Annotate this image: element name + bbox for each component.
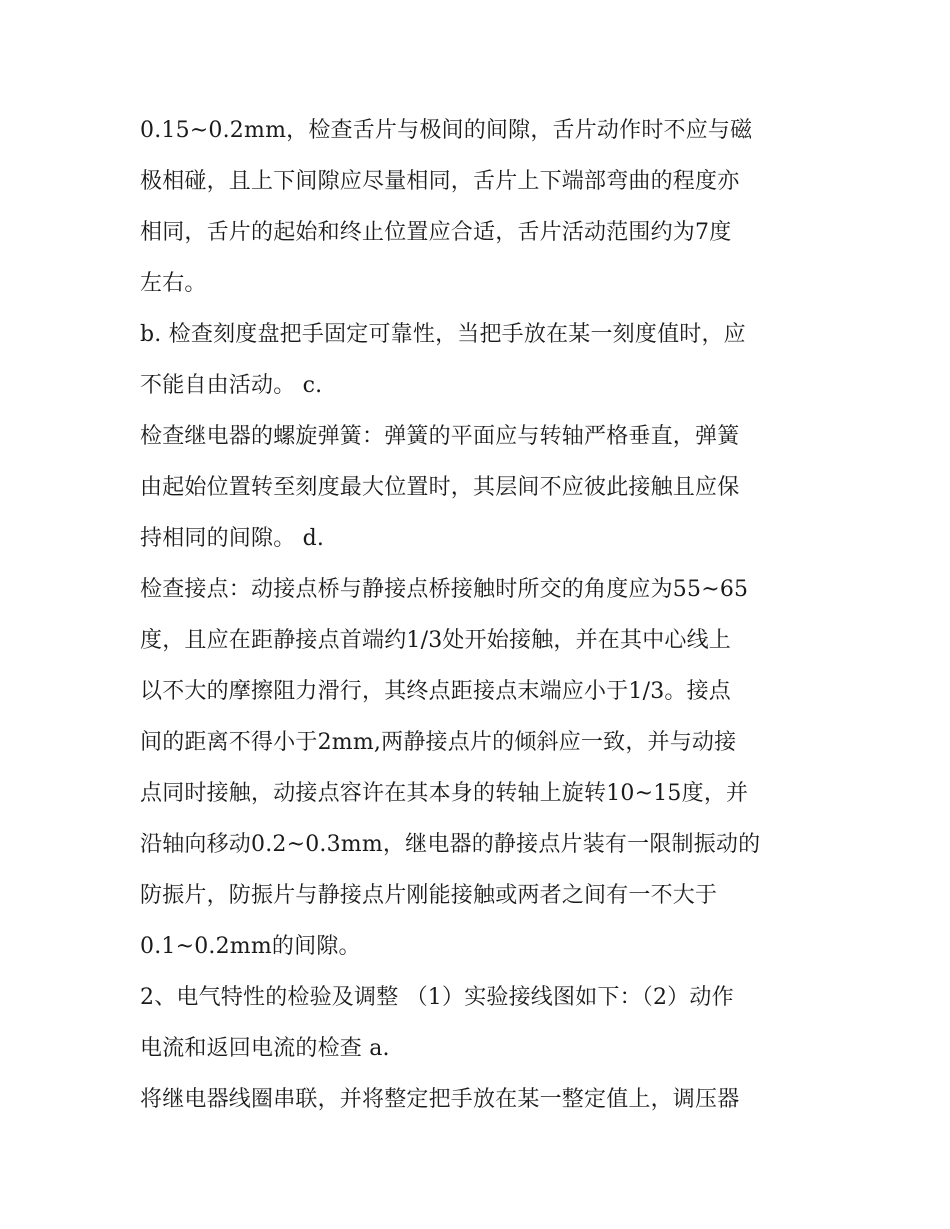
text-line: 沿轴向移动0.2~0.3mm，继电器的静接点片装有一限制振动的	[140, 832, 761, 857]
text-line: b. 检查刻度盘把手固定可靠性，当把手放在某一刻度值时，应	[140, 322, 746, 347]
text-line: 点同时接触，动接点容许在其本身的转轴上旋转10~15度，并	[140, 781, 749, 806]
text-line: 防振片，防振片与静接点片刚能接触或两者之间有一不大于	[140, 883, 718, 908]
text-line: 以不大的摩擦阻力滑行，其终点距接点末端应小于1/3。接点	[140, 679, 732, 704]
text-line: 检查接点：动接点桥与静接点桥接触时所交的角度应为55~65	[140, 577, 749, 602]
text-line: 0.15~0.2mm，检查舌片与极间的间隙，舌片动作时不应与磁	[140, 118, 753, 143]
text-line: 相同，舌片的起始和终止位置应合适，舌片活动范围约为7度	[140, 220, 732, 245]
text-line: 左右。	[140, 271, 207, 296]
text-line: 极相碰，且上下间隙应尽量相同，舌片上下端部弯曲的程度亦	[140, 169, 740, 194]
text-line: 由起始位置转至刻度最大位置时，其层间不应彼此接触且应保	[140, 475, 740, 500]
text-line: 不能自由活动。 c.	[140, 373, 323, 398]
text-line: 将继电器线圈串联，并将整定把手放在某一整定值上，调压器	[140, 1087, 740, 1112]
text-line: 检查继电器的螺旋弹簧：弹簧的平面应与转轴严格垂直，弹簧	[140, 424, 740, 449]
text-line: 电流和返回电流的检查 a.	[140, 1036, 390, 1061]
text-line: 0.1~0.2mm的间隙。	[140, 934, 361, 959]
text-line: 持相同的间隙。 d.	[140, 526, 325, 551]
text-line: 2、电气特性的检验及调整 （1）实验接线图如下：（2）动作	[140, 985, 734, 1010]
text-line: 度，且应在距静接点首端约1/3处开始接触，并在其中心线上	[140, 628, 732, 653]
text-line: 间的距离不得小于2mm,两静接点片的倾斜应一致，并与动接	[140, 730, 737, 755]
document-body	[140, 105, 820, 1125]
